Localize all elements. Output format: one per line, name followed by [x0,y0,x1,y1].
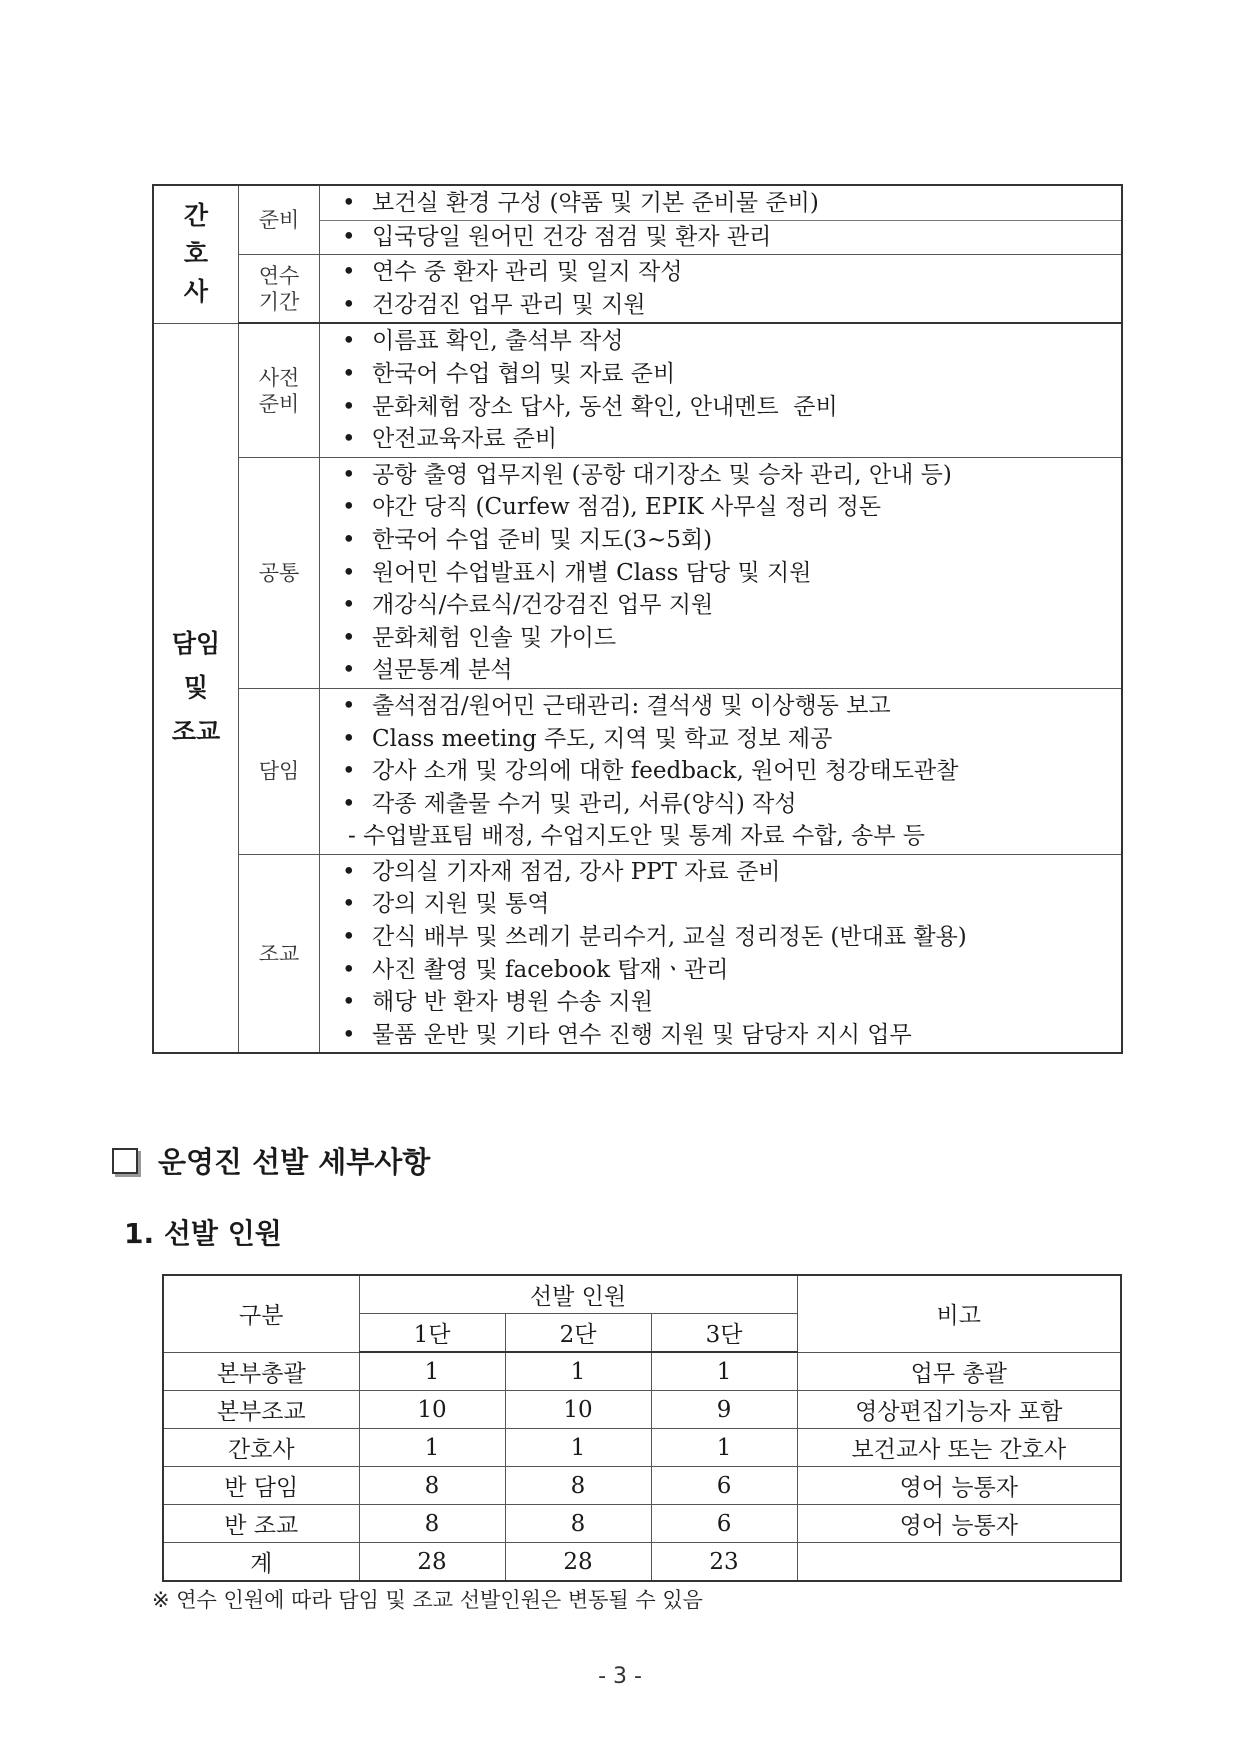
cell: 28 [505,1543,651,1582]
list-item: • 문화체험 인솔 및 가이드 [342,624,617,651]
row-note: 보건교사 또는 간호사 [797,1429,1121,1467]
cell: 8 [359,1467,505,1505]
staff-homeroom-row [153,688,1122,854]
row-category: 계 [163,1543,359,1582]
selection-table [162,1274,1122,1582]
list-item: • 강의실 기자재 점검, 강사 PPT 자료 준비 [342,858,781,885]
row-note [797,1543,1121,1582]
cell: 8 [505,1467,651,1505]
list-item: • 한국어 수업 협의 및 자료 준비 [342,360,676,387]
cell: 1 [505,1429,651,1467]
list-item: • 안전교육자료 준비 [342,426,558,453]
header-col: 1단 [359,1314,505,1353]
nurse-prep-phase: 준비 [239,185,320,255]
list-item: • 문화체험 장소 답사, 동선 확인, 안내멘트 준비 [342,393,838,420]
staff-assistant-row [153,854,1122,1053]
cell: 23 [651,1543,797,1582]
list-item: • 입국당일 원어민 건강 점검 및 환자 관리 [342,223,772,250]
cell: 9 [651,1391,797,1429]
header-col: 2단 [505,1314,651,1353]
cell: 10 [505,1391,651,1429]
nurse-role-label: 간호사 [183,201,209,307]
cell: 1 [359,1352,505,1391]
staff-homeroom-items [320,688,1123,854]
table-row [163,1429,1121,1467]
table-row [163,1467,1121,1505]
row-note: 업무 총괄 [797,1352,1121,1391]
list-item: • 건강검진 업무 관리 및 지원 [342,291,646,318]
table-row [163,1352,1121,1391]
row-note: 영어 능통자 [797,1467,1121,1505]
cell: 1 [359,1429,505,1467]
staff-common-phase: 공통 [239,457,320,688]
list-item: • 공항 출영 업무지원 (공항 대기장소 및 승차 관리, 안내 등) [342,461,952,488]
cell: 6 [651,1505,797,1543]
staff-pre-items [320,323,1123,457]
cell: 1 [505,1352,651,1391]
nurse-period-phase: 연수 기간 [239,255,320,324]
list-item: • 강의 지원 및 통역 [342,891,550,918]
list-item: • 해당 반 환자 병원 수송 지원 [342,989,653,1016]
staff-role-cell [153,323,239,1053]
row-category: 본부조교 [163,1391,359,1429]
list-item: • 개강식/수료식/건강검진 업무 지원 [342,592,714,619]
list-item: • 출석점검/원어민 근태관리: 결석생 및 이상행동 보고 [342,692,891,719]
list-item: • 설문통계 분석 [342,657,513,684]
section-title [112,1144,430,1180]
header-category: 구분 [163,1275,359,1352]
row-note: 영어 능통자 [797,1505,1121,1543]
cell: 8 [505,1505,651,1543]
row-category: 반 조교 [163,1505,359,1543]
header-group: 선발 인원 [359,1275,797,1314]
table-total-row [163,1543,1121,1582]
row-note: 영상편집기능자 포함 [797,1391,1121,1429]
list-item: • 보건실 환경 구성 (약품 및 기본 준비물 준비) [320,187,1121,221]
list-item: • 원어민 수업발표시 개별 Class 담당 및 지원 [342,559,812,586]
row-category: 반 담임 [163,1467,359,1505]
staff-assistant-phase: 조교 [239,854,320,1053]
cell: 6 [651,1467,797,1505]
section-title-text: 운영진 선발 세부사항 [158,1145,431,1179]
header-note: 비고 [797,1275,1121,1352]
duty-table [152,184,1123,1054]
staff-role-label: 담임 및 조교 [171,629,221,747]
list-item: • 한국어 수업 준비 및 지도(3~5회) [342,526,713,553]
cell: 1 [651,1352,797,1391]
list-item: • Class meeting 주도, 지역 및 학교 정보 제공 [342,725,833,752]
cell: 28 [359,1543,505,1582]
cell: 10 [359,1391,505,1429]
row-category: 본부총괄 [163,1352,359,1391]
list-item: • 강사 소개 및 강의에 대한 feedback, 원어민 청강태도관찰 [342,758,959,785]
staff-common-items [320,457,1123,688]
checkbox-square-icon [112,1148,138,1174]
nurse-prep-row [153,185,1122,255]
staff-homeroom-phase: 담임 [239,688,320,854]
header-col: 3단 [651,1314,797,1353]
list-item: • 연수 중 환자 관리 및 일지 작성 [342,259,683,286]
nurse-period-items [320,255,1123,324]
list-item: • 각종 제출물 수거 및 관리, 서류(양식) 작성 [342,790,797,817]
table-header-row [163,1275,1121,1314]
list-item: • 사진 촬영 및 facebook 탑재ㆍ관리 [342,956,729,983]
table-row [163,1391,1121,1429]
list-item: • 야간 당직 (Curfew 점검), EPIK 사무실 정리 정돈 [342,494,882,521]
nurse-prep-items [320,185,1123,255]
table-row [163,1505,1121,1543]
page-number: - 3 - [598,1664,642,1689]
staff-assistant-items [320,854,1123,1053]
list-subitem: - 수업발표팀 배정, 수업지도안 및 통계 자료 수합, 송부 등 [348,823,925,850]
list-item: • 간식 배부 및 쓰레기 분리수거, 교실 정리정돈 (반대표 활용) [342,924,967,951]
nurse-period-row [153,255,1122,324]
cell: 1 [651,1429,797,1467]
staff-pre-row [153,323,1122,457]
nurse-role-cell [153,185,239,323]
cell: 8 [359,1505,505,1543]
staff-common-row [153,457,1122,688]
list-item: • 물품 운반 및 기타 연수 진행 지원 및 담당자 지시 업무 [342,1021,912,1048]
sub-title: 1. 선발 인원 [124,1217,282,1250]
footnote: ※ 연수 인원에 따라 담임 및 조교 선발인원은 변동될 수 있음 [152,1588,703,1612]
row-category: 간호사 [163,1429,359,1467]
staff-pre-phase: 사전 준비 [239,323,320,457]
list-item: • 이름표 확인, 출석부 작성 [342,328,624,355]
